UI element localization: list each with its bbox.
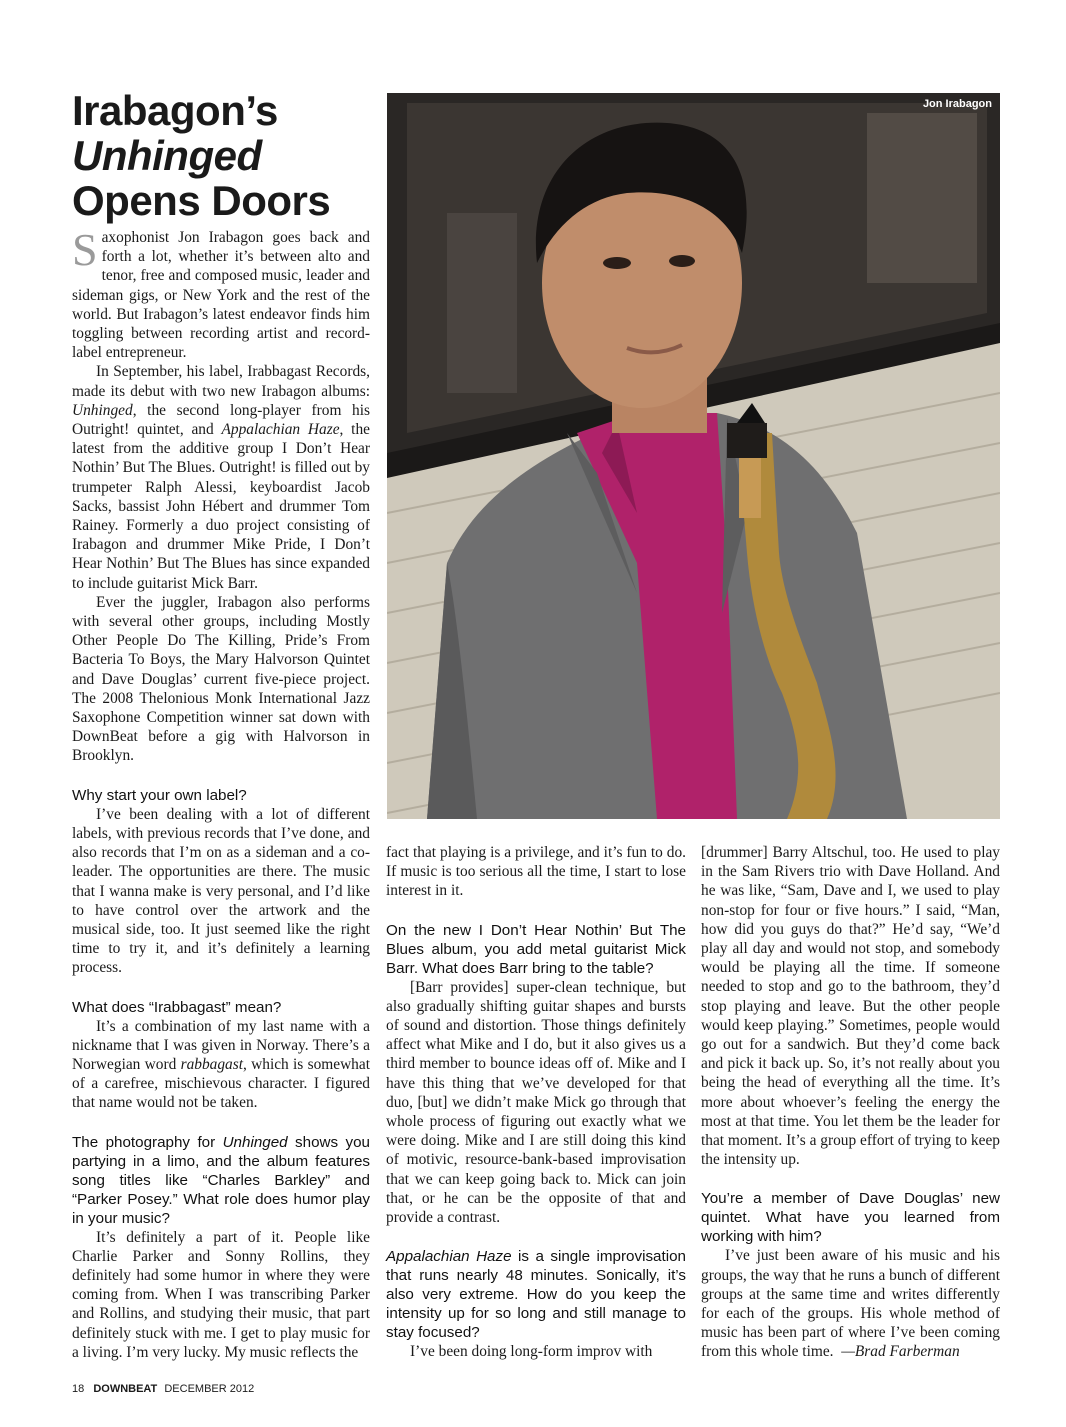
article-column-2 [386, 843, 686, 1361]
headline-line3: Opens Doors [72, 177, 331, 224]
interview-answer: I’ve just been aware of his music and his groups, the way that he runs a bunch of different groups at the same time and writes differently for each of the groups. His whole method of music has been part of where I’ve been coming from this whole time. —Brad Farberman [701, 1247, 1000, 1361]
author-signature: —Brad Farberman [841, 1343, 960, 1361]
headline-line2: Unhinged [72, 132, 262, 179]
drop-cap: S [72, 224, 98, 275]
interview-answer: I’ve been dealing with a lot of different labels, with previous records that I’ve done, and also records that I’m on as a sideman and a co-leader. The opportunities are there. The music that I wanna make is very personal, and I’d like to have control over the artwork and the musical side, too. It just seemed like the right time to try it, and it’s definitely a learning process. [72, 805, 370, 977]
interview-answer: [Barr provides] super-clean technique, but also gradually shifting guitar shapes and bursts of sound and distortion. Those things definitely affect what Mike and I do, but it also gives us a third member to bounce ideas off of. Mike and I have this thing that we’ve developed for that duo, [but] we didn’t make Mick go through that whole process of figuring out exactly what we were doing. Mike and I are still doing this kind of motivic, resource-bank-based improvisation that we can keep going back to. Mick can join that, or he can be the opposite of that and provide a contrast. [386, 978, 686, 1227]
page-number: 18 [72, 1383, 85, 1395]
article-paragraph: In September, his label, Irabbagast Records, made its debut with two new Irabagon albums: Unhinged, the second long-player from his Outright! quintet, and Appalachian Haze, the latest from the additive group I Don’t Hear Nothin’ But The Blues. Outright! is filled out by trumpeter Ralph Alessi, keyboardist Jacob Sacks, bassist John Hébert and drummer Tom Rainey. Formerly a duo project consisting of Irabagon and drummer Mike Pride, I Don’t Hear Nothin’ But The Blues has since expanded to include guitarist Mick Barr. [72, 363, 370, 592]
article-paragraph: Ever the juggler, Irabagon also performs with several other groups, including Mostly Other People Do The Killing, Pride’s From Bacteria To Boys, the Mary Halvorson Quintet and Dave Douglas’ current five-piece project. The 2008 Thelonious Monk International Jazz Saxophone Competition winner sat down with DownBeat before a gig with Halvorson in Brooklyn. [72, 593, 370, 765]
interview-answer: I’ve been doing long-form improv with [410, 1343, 653, 1361]
headline-line1: Irabagon’s [72, 87, 278, 134]
photo-credit: Jon Irabagon [922, 98, 992, 110]
portrait-illustration [387, 93, 1000, 819]
interview-question: What does “Irabbagast” mean? [72, 998, 282, 1016]
interview-question: Appalachian Haze is a single improvisation that runs nearly 48 minutes. Sonically, it’s also very extreme. How do you keep the intensity up for so long and still manage to stay focused? [386, 1248, 686, 1342]
interview-question: The photography for Unhinged shows you partying in a limo, and the album features song titles like “Charles Barkley” and “Parker Posey.” What role does humor play in your music? [72, 1133, 370, 1227]
article-column-3 [701, 843, 1000, 1362]
article-column-1 [72, 224, 370, 1362]
interview-answer: It’s definitely a part of it. People like Charlie Parker and Sonny Rollins, they definitely had some humor in where they were coming from. When I was transcribing Parker and Rollins, and studying their music, that part definitely stuck with me. I get to play music for a living. I’m very lucky. My music reflects the [72, 1228, 370, 1361]
portrait-photo [387, 93, 1000, 819]
page-footer [72, 1383, 254, 1395]
interview-question: On the new I Don’t Hear Nothin’ But The Blues album, you add metal guitarist Mick Barr. What does Barr bring to the table? [386, 921, 686, 977]
interview-question: Why start your own label? [72, 786, 247, 804]
issue-date: DECEMBER 2012 [164, 1383, 255, 1395]
article-paragraph: Saxophonist Jon Irabagon goes back and forth a lot, whether it’s between alto and tenor, free and composed music, leader and sideman gigs, or New York and the rest of the world. But Irabagon’s latest endeavor finds him toggling between recording artist and record-label entrepreneur. [72, 224, 370, 362]
interview-answer: [drummer] Barry Altschul, too. He used to play in the Sam Rivers trio with Dave Holland. And he was like, “Sam, Dave and I, we used to play non-stop for four or five hours.” I said, “Man, how did you guys do that?” He’d say, “We’d play all day and would not stop, and somebody would be playing all the time. If someone needed to stop and go to the bathroom, they’d stop playing and leave. But the other people would keep playing.” Sometimes, people would go out for a sandwich. But they’d come back and pick it back up. So, it’s not really about you being the head of everything all the time. It’s more about whoever’s feeling the energy the most at that time. You let them be the leader for that moment. It’s a group effort of trying to keep the intensity up. [701, 844, 1000, 1169]
interview-question: You’re a member of Dave Douglas’ new quintet. What have you learned from working with him? [701, 1190, 1000, 1246]
headline [72, 88, 372, 223]
interview-answer: fact that playing is a privilege, and it’s fun to do. If music is too serious all the time, I start to lose interest in it. [386, 844, 686, 900]
interview-answer: It’s a combination of my last name with a nickname that I was given in Norway. There’s a Norwegian word rabbagast, which is somewhat of a carefree, mischievous character. I figured that name would not be taken. [72, 1017, 370, 1112]
magazine-name: DOWNBEAT [93, 1383, 158, 1395]
